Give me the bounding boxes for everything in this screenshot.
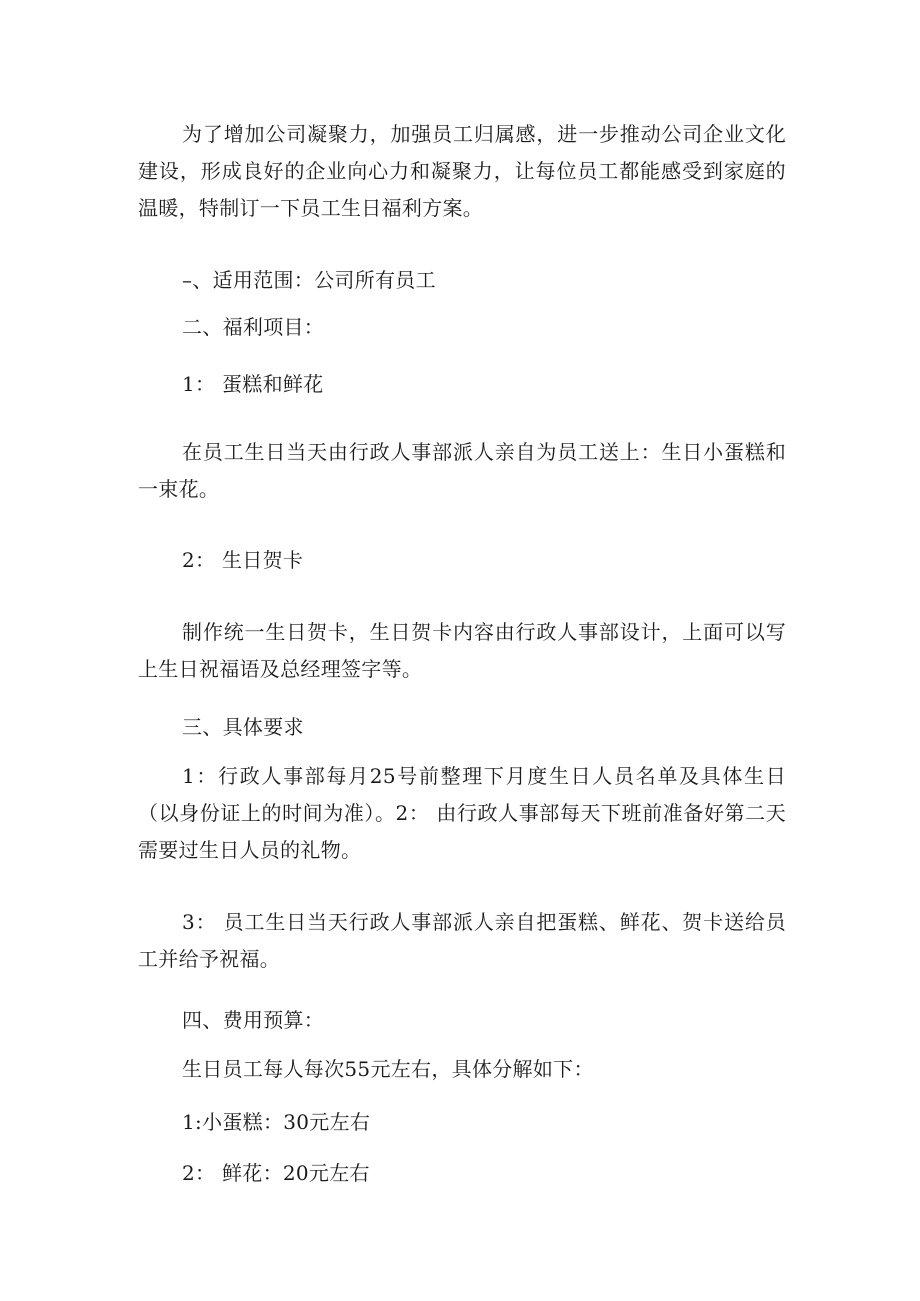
benefit-item-2-title: 2： 生日贺卡 [182, 548, 304, 572]
section-2-heading: 二、福利项目： [182, 315, 325, 339]
requirements-1-2: 1：行政人事部每月25号前整理下月度生日人员名单及具体生日（以身份证上的时间为准）。2： 由行政人事部每天下班前准备好第二天需要过生日人员的礼物。 [138, 764, 786, 862]
section-3-heading: 三、具体要求 [182, 715, 304, 739]
benefit-item-1-description: 在员工生日当天由行政人事部派人亲自为员工送上：生日小蛋糕和一束花。 [138, 440, 786, 501]
requirements-3: 3： 员工生日当天行政人事部派人亲自把蛋糕、鲜花、贺卡送给员工并给予祝福。 [138, 910, 786, 971]
section-1-heading: –、适用范围：公司所有员工 [182, 268, 436, 292]
budget-summary: 生日员工每人每次55元左右，具体分解如下： [182, 1057, 594, 1081]
intro-paragraph: 为了增加公司凝聚力，加强员工归属感，进一步推动公司企业文化建设，形成良好的企业向心力和凝聚力，让每位员工都能感受到家庭的温暖，特制订一下员工生日福利方案。 [138, 122, 786, 220]
benefit-item-1-title: 1： 蛋糕和鲜花 [182, 372, 324, 396]
section-4-heading: 四、费用预算： [182, 1008, 325, 1032]
budget-item-cake: 1:小蛋糕：30元左右 [182, 1110, 371, 1134]
benefit-item-2-description: 制作统一生日贺卡，生日贺卡内容由行政人事部设计，上面可以写上生日祝福语及总经理签字等。 [138, 620, 786, 681]
budget-item-flowers: 2： 鲜花：20元左右 [182, 1161, 370, 1185]
